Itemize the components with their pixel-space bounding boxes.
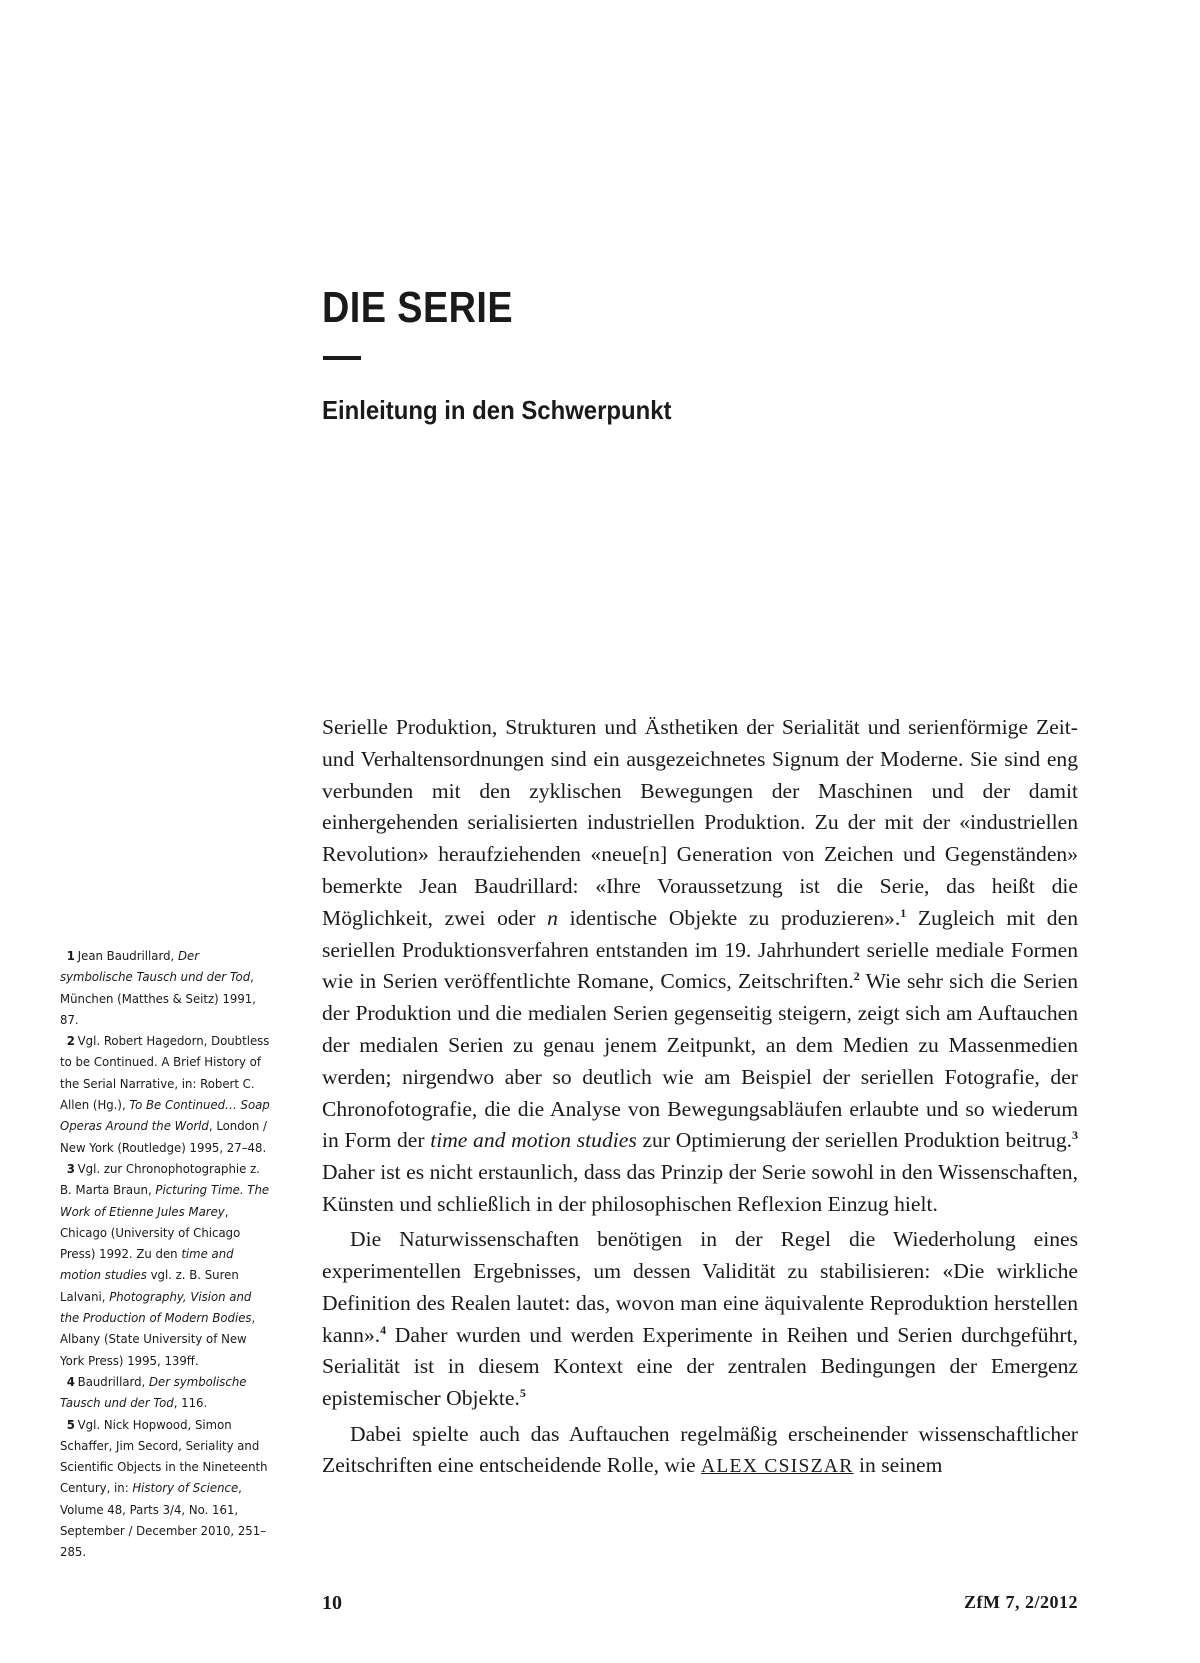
footnote-text-run: , 116. (173, 1395, 208, 1411)
paragraph-2 (322, 1224, 1078, 1415)
text-run: Serielle Produktion, Strukturen und Ästhetiken der Serialität und serienförmige Zeit- und Verhaltensordnungen sind ein ausgezeichnetes Signum der Moderne. Sie sind eng verbunden mit den zyklischen Bewegungen der Maschinen und der damit einhergehenden serialisierten industriellen Produktion. Zu der mit der «industriellen Revolution» heraufziehenden «neue[n] Generation von Zeichen und Gegenständen» bemerkte Jean Baudrillard: «Ihre Voraussetzung ist die Serie, das heißt die Möglichkeit, zwei oder (322, 715, 1078, 930)
footnote-italic-run: Der symbolische Tausch und der Tod (60, 1373, 247, 1411)
footnote-number: 3 (66, 1160, 75, 1176)
italic-run: n (547, 905, 558, 930)
footnote-2 (60, 1030, 274, 1158)
footnote-ref-4[interactable]: 4 (380, 1322, 387, 1337)
footnote-number: 1 (66, 948, 75, 963)
footnote-text-run: Vgl. Nick Hopwood, Simon Schaffer, Jim Secord, Seriality and Scientific Objects in the Nineteenth Century, in: (60, 1416, 268, 1496)
footnote-text-run: , Volume 48, Parts 3/4, No. 161, September / December 2010, 251–285. (60, 1480, 267, 1560)
footnote-italic-run: time and motion studies (60, 1246, 234, 1283)
page-title: DIE SERIE (322, 283, 514, 332)
text-run: Daher wurden und werden Experimente in Reihen und Serien durchgeführt, Serialität ist in diesem Kontext eine der zentralen Bedingungen der Emergenz epistemischer Objekte. (322, 1322, 1078, 1411)
text-run: Wie sehr sich die Serien der Produktion und die medialen Serien gegenseitig steigern, zeigt sich am Auftauchen der medialen Serien zu genau jenem Zeitpunkt, an dem Medien zu Massenmedien werden; nirgendwo aber so deutlich wie am Beispiel der seriellen Fotografie, der Chronofotografie, die die Analyse von Bewegungsabläufen erlaubte und so wiederum in Form der (322, 969, 1078, 1153)
footnotes-column (60, 945, 274, 1563)
footnote-ref-5[interactable]: 5 (519, 1386, 526, 1401)
footnote-4 (60, 1371, 274, 1414)
footnote-text-run: , London / New York (Routledge) 1995, 27–48. (60, 1118, 267, 1155)
footnote-5 (60, 1414, 274, 1563)
footnote-italic-run: Photography, Vision and the Production of Modern Bodies (60, 1288, 252, 1326)
text-run: Zugleich mit den seriellen Produktionsverfahren entstanden im 19. Jahrhundert serielle mediale Formen wie in Serien veröffentlichte Romane, Comics, Zeitschriften. (322, 905, 1078, 994)
title-divider (323, 356, 361, 360)
footnote-ref-2[interactable]: 2 (853, 969, 860, 984)
journal-reference: ZfM 7, 2/2012 (964, 1592, 1078, 1612)
footnote-italic-run: Der symbolische Tausch und der Tod (60, 948, 251, 985)
footnote-text-run: Vgl. Robert Hagedorn, Doubtless to be Continued. A Brief History of the Serial Narrative, in: Robert C. Allen (Hg.), (60, 1033, 270, 1113)
footnote-3 (60, 1158, 274, 1371)
footnote-text-run: Baudrillard, (77, 1373, 149, 1389)
author-link[interactable]: ALEX CSISZAR (700, 1456, 854, 1478)
footnote-text-run: , Chicago (University of Chicago Press) 1992. Zu den (60, 1203, 241, 1262)
footnote-text-run: Jean Baudrillard, (77, 948, 178, 963)
footnote-ref-3[interactable]: 3 (1072, 1128, 1079, 1143)
page-subtitle: Einleitung in den Schwerpunkt (322, 395, 672, 425)
text-run: Dabei spielte auch das Auftauchen regelmäßig erscheinender wissenschaftlicher Zeitschriften eine entscheidende Rolle, wie (322, 1421, 1078, 1478)
footnote-number: 2 (66, 1033, 75, 1049)
article-body (322, 712, 1078, 1487)
text-run: Die Naturwissenschaften benötigen in der Regel die Wiederholung eines experimentellen Ergebnisses, um dessen Validität zu stabilisieren: «Die wirkliche Definition des Realen lautet: das, wovon man eine äquivalente Reproduktion herstellen kann». (322, 1227, 1078, 1347)
text-run: in seinem (853, 1453, 943, 1478)
text-run: Daher ist es nicht erstaunlich, dass das Prinzip der Serie sowohl in den Wissenschaften, Künsten und schließlich in der philosophischen Reflexion Einzug hielt. (322, 1160, 1078, 1216)
text-run: zur Optimierung der seriellen Produktion beitrug. (636, 1128, 1073, 1153)
footnote-italic-run: Picturing Time. The Work of Etienne Jules Marey (60, 1182, 270, 1219)
footnote-number: 5 (66, 1416, 75, 1432)
paragraph-1 (322, 712, 1078, 1221)
footnote-ref-1[interactable]: 1 (900, 905, 907, 920)
footnote-number: 4 (66, 1373, 75, 1389)
footnote-text-run: , Albany (State University of New York Press) 1995, 139ff. (60, 1310, 256, 1368)
footnote-1 (60, 945, 274, 1030)
footnote-italic-run: History of Science (132, 1480, 239, 1496)
footnote-text-run: Vgl. zur Chronophotographie z. B. Marta Braun, (60, 1160, 260, 1198)
footnote-text-run: vgl. z. B. Suren Lalvani, (60, 1267, 239, 1304)
page-number: 10 (322, 1592, 342, 1614)
paragraph-3 (322, 1419, 1078, 1484)
footnote-text-run: , München (Matthes & Seitz) 1991, 87. (60, 969, 256, 1027)
text-run: identische Objekte zu produzieren». (557, 905, 901, 930)
italic-run: time and motion studies (430, 1128, 637, 1153)
footnote-italic-run: To Be Continued… Soap Operas Around the World (60, 1097, 270, 1134)
